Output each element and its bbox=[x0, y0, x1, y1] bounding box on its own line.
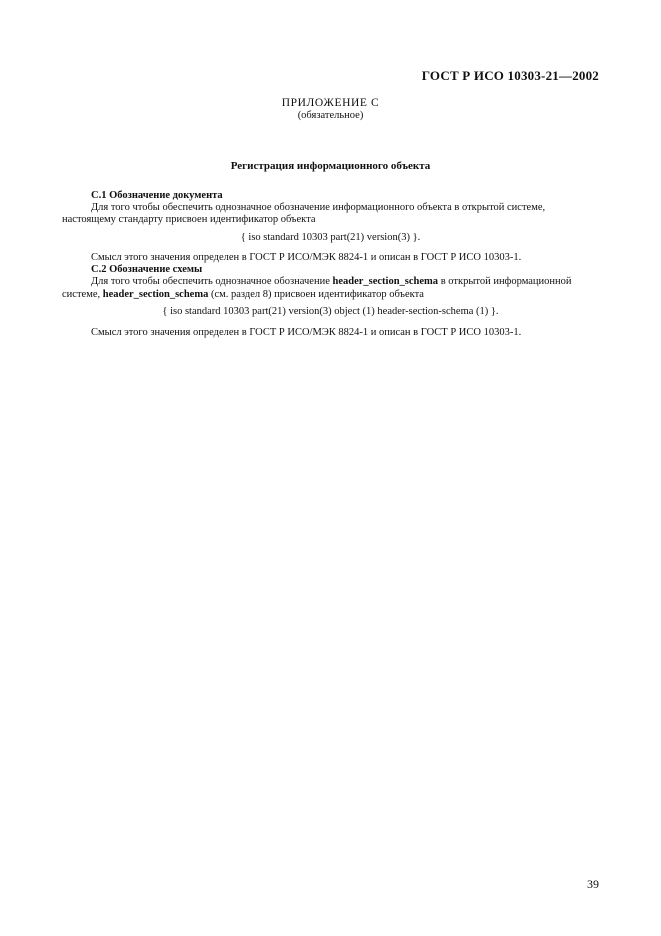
section-c2-meaning: Смысл этого значения определен в ГОСТ Р ИСО/МЭК 8824-1 и описан в ГОСТ Р ИСО 10303-1. bbox=[91, 327, 522, 338]
section-c2-heading: С.2 Обозначение схемы bbox=[91, 264, 203, 275]
document-title: Регистрация информационного объекта bbox=[230, 160, 431, 172]
section-c1-line2: настоящему стандарту присвоен идентификатор объекта bbox=[62, 214, 316, 225]
c2-line1-schema: header_section_schema bbox=[332, 276, 439, 287]
page-number: 39 bbox=[587, 877, 599, 891]
section-c1-identifier: { iso standard 10303 part(21) version(3) }. bbox=[240, 232, 421, 243]
section-c1-meaning: Смысл этого значения определен в ГОСТ Р ИСО/МЭК 8824-1 и описан в ГОСТ Р ИСО 10303-1. bbox=[91, 252, 522, 263]
appendix-note: (обязательное) bbox=[297, 110, 364, 121]
c2-line1-pre: Для того чтобы обеспечить однозначное обозначение bbox=[91, 276, 333, 287]
section-c2-line1 bbox=[91, 275, 600, 288]
c2-line1-post: в открытой информационной bbox=[438, 276, 572, 287]
section-c2-line2 bbox=[62, 288, 600, 301]
section-c2-identifier: { iso standard 10303 part(21) version(3) object (1) header-section-schema (1) }. bbox=[162, 306, 499, 317]
appendix-title: ПРИЛОЖЕНИЕ С bbox=[281, 97, 380, 109]
c2-line2-schema: header_section_schema bbox=[102, 289, 209, 300]
c2-line2-pre: системе, bbox=[62, 289, 103, 300]
c2-line2-post: (см. раздел 8) присвоен идентификатор объекта bbox=[208, 289, 424, 300]
standard-header: ГОСТ Р ИСО 10303-21—2002 bbox=[421, 68, 599, 83]
section-c1-line1: Для того чтобы обеспечить однозначное обозначение информационного объекта в открытой системе, bbox=[91, 202, 546, 213]
section-c1-heading: С.1 Обозначение документа bbox=[91, 190, 223, 201]
